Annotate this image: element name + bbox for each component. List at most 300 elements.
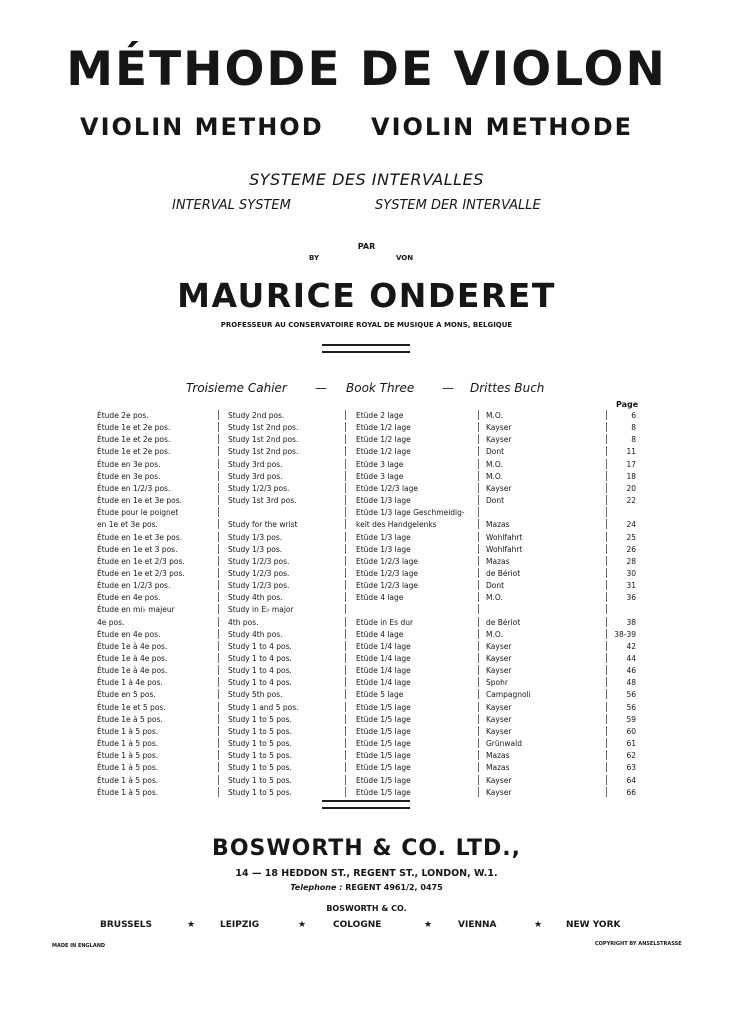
toc-french-title: Étude 1e et 2e pos. (97, 423, 171, 433)
toc-row (0, 544, 733, 556)
column-rule (478, 410, 479, 420)
toc-composer: Kayser (486, 435, 512, 445)
column-rule (478, 434, 479, 444)
toc-german-title: Etüde 1/3 lage (356, 544, 411, 554)
toc-french-title: Étude en 1e et 3 pos. (97, 544, 178, 554)
toc-german-title: Etüde 1/5 lage (356, 739, 411, 749)
column-rule (606, 641, 607, 651)
column-rule (606, 580, 607, 590)
divider-bottom-2 (322, 807, 410, 809)
column-rule (345, 495, 346, 505)
column-rule (218, 665, 219, 675)
column-rule (478, 641, 479, 651)
toc-composer: M.O. (486, 411, 503, 420)
toc-row (0, 641, 733, 653)
column-rule (218, 471, 219, 481)
toc-english-title: Study 1/2/3 pos. (228, 568, 290, 578)
toc-english-title: Study 1/2/3 pos. (228, 556, 290, 566)
toc-french-title: Étude 1 à 5 pos. (97, 763, 159, 773)
toc-german-title: Etüde 1/4 lage (356, 641, 411, 651)
toc-french-title: Étude en 1e et 2/3 pos. (97, 556, 185, 566)
column-rule (218, 556, 219, 566)
toc-french-title: Étude en 1e et 3e pos. (97, 496, 183, 506)
toc-row (0, 580, 733, 592)
column-rule (478, 495, 479, 505)
toc-german-title: Etüde 4 lage (356, 629, 404, 639)
toc-composer: Kayser (486, 666, 512, 676)
toc-english-title: Study 1 to 5 pos. (228, 751, 292, 761)
column-rule (218, 750, 219, 760)
column-rule (478, 446, 479, 456)
column-rule (345, 507, 346, 517)
toc-composer: Kayser (486, 641, 512, 651)
toc-english-title: Study 1 to 5 pos. (228, 714, 292, 724)
publisher-short: BOSWORTH & CO. (326, 904, 407, 913)
page-column-header: Page (616, 400, 639, 409)
toc-composer: Mazas (486, 751, 510, 761)
column-rule (345, 750, 346, 760)
toc-row (0, 665, 733, 677)
toc-page-number: 42 (626, 641, 636, 651)
city-list (0, 919, 733, 933)
toc-german-title: Etüde 1/4 lage (356, 666, 411, 676)
book-line-separator: — (442, 381, 454, 395)
column-rule (345, 471, 346, 481)
telephone-value: REGENT 4961/2, 0475 (345, 883, 443, 892)
toc-composer: Wohlfahrt (486, 532, 523, 542)
von-label: VON (396, 254, 414, 262)
system-french: SYSTEME DES INTERVALLES (249, 170, 484, 189)
toc-composer: de Bériot (486, 568, 521, 578)
toc-french-title: Étude 1 à 4e pos. (97, 678, 163, 688)
column-rule (218, 726, 219, 736)
toc-composer: Dont (486, 447, 505, 457)
toc-german-title: Etüde 1/4 lage (356, 678, 411, 688)
toc-page-number: 61 (626, 739, 636, 749)
toc-english-title: Study 1st 2nd pos. (228, 447, 299, 457)
column-rule (345, 677, 346, 687)
column-rule (345, 775, 346, 785)
toc-german-title: Etüde 4 lage (356, 593, 404, 603)
column-rule (478, 775, 479, 785)
toc-row (0, 604, 733, 616)
toc-composer: Mazas (486, 556, 510, 566)
toc-english-title: Study 3rd pos. (228, 471, 283, 481)
column-rule (478, 617, 479, 627)
column-rule (218, 532, 219, 542)
toc-page-number: 26 (626, 544, 636, 554)
toc-row (0, 629, 733, 641)
column-rule (478, 556, 479, 566)
column-rule (606, 471, 607, 481)
column-rule (478, 422, 479, 432)
toc-page-number: 8 (631, 423, 636, 433)
column-rule (478, 750, 479, 760)
toc-english-title: Study 1 to 5 pos. (228, 763, 292, 773)
column-rule (218, 714, 219, 724)
column-rule (478, 519, 479, 529)
column-rule (606, 507, 607, 517)
toc-row (0, 507, 733, 519)
toc-row (0, 446, 733, 458)
column-rule (606, 617, 607, 627)
toc-english-title: Study 1/2/3 pos. (228, 581, 290, 591)
toc-page-number: 17 (626, 459, 636, 469)
column-rule (218, 507, 219, 517)
column-rule (345, 459, 346, 469)
toc-row (0, 762, 733, 774)
toc-composer: M.O. (486, 471, 503, 481)
toc-page-number: 44 (626, 654, 636, 663)
toc-french-title: Étude en mi♭ majeur (97, 605, 175, 615)
toc-row (0, 592, 733, 604)
toc-row (0, 495, 733, 507)
toc-german-title: Etüde 1/3 lage (356, 532, 411, 542)
toc-english-title: Study 1/3 pos. (228, 544, 283, 554)
column-rule (478, 726, 479, 736)
toc-composer: Kayser (486, 726, 512, 736)
column-rule (218, 787, 219, 797)
copyright-label: COPYRIGHT BY ANSELSTRASSE (595, 941, 682, 947)
column-rule (478, 459, 479, 469)
column-rule (478, 629, 479, 639)
toc-page-number: 64 (626, 775, 636, 785)
column-rule (218, 641, 219, 651)
toc-row (0, 738, 733, 750)
column-rule (218, 592, 219, 602)
toc-french-title: Étude en 1/2/3 pos. (97, 581, 171, 591)
star-icon: ★ (534, 920, 543, 930)
book-line-german: Drittes Buch (470, 381, 545, 395)
column-rule (478, 580, 479, 590)
toc-composer: Campagnoli (486, 690, 531, 700)
column-rule (478, 714, 479, 724)
column-rule (345, 592, 346, 602)
toc-composer: Kayser (486, 483, 512, 493)
toc-composer: Wohlfahrt (486, 544, 523, 554)
column-rule (478, 507, 479, 517)
toc-english-title: Study 1 to 5 pos. (228, 787, 292, 797)
divider-top-2 (322, 351, 410, 353)
column-rule (478, 787, 479, 797)
column-rule (345, 617, 346, 627)
toc-german-title: Etüde 1/3 lage Geschmeidig- (356, 508, 465, 518)
column-rule (606, 714, 607, 724)
column-rule (478, 702, 479, 712)
column-rule (218, 762, 219, 772)
toc-composer: Kayser (486, 714, 512, 724)
toc-german-title: Etüde 1/5 lage (356, 775, 411, 785)
column-rule (345, 410, 346, 420)
toc-page-number: 56 (626, 690, 636, 700)
column-rule (218, 446, 219, 456)
toc-french-title: Étude en 3e pos. (97, 459, 161, 469)
toc-row (0, 532, 733, 544)
toc-german-title: Etüde 1/2/3 lage (356, 568, 418, 578)
toc-row (0, 471, 733, 483)
column-rule (345, 580, 346, 590)
column-rule (345, 434, 346, 444)
toc-french-title: Étude en 4e pos. (97, 629, 161, 639)
toc-french-title: Étude 1e à 4e pos. (97, 641, 168, 651)
toc-page-number: 56 (626, 702, 636, 712)
column-rule (606, 483, 607, 493)
toc-composer: Kayser (486, 775, 512, 785)
toc-page-number: 31 (626, 581, 636, 591)
made-in-label: MADE IN ENGLAND (52, 943, 106, 949)
toc-english-title: Study 1/2/3 pos. (228, 483, 290, 493)
toc-french-title: Étude en 1e et 2/3 pos. (97, 568, 185, 578)
toc-german-title: Etüde in Es dur (356, 617, 414, 627)
column-rule (218, 629, 219, 639)
toc-row (0, 568, 733, 580)
column-rule (606, 568, 607, 578)
telephone-label: Telephone : (290, 883, 343, 892)
toc-page-number: 66 (626, 787, 636, 797)
column-rule (218, 689, 219, 699)
toc-german-title: Etüde 1/5 lage (356, 751, 411, 761)
toc-german-title: Etüde 3 lage (356, 471, 404, 481)
column-rule (606, 446, 607, 456)
toc-german-title: Etüde 1/5 lage (356, 787, 411, 797)
toc-english-title: Study 1 and 5 pos. (228, 702, 299, 712)
column-rule (478, 544, 479, 554)
toc-composer: M.O. (486, 459, 503, 469)
column-rule (218, 738, 219, 748)
toc-english-title: Study 1st 2nd pos. (228, 435, 299, 445)
toc-english-title: Study 1 to 5 pos. (228, 775, 292, 785)
column-rule (345, 556, 346, 566)
toc-french-title: Étude en 1/2/3 pos. (97, 483, 171, 493)
toc-page-number: 25 (626, 532, 636, 542)
column-rule (345, 519, 346, 529)
toc-german-title: Etüde 1/5 lage (356, 702, 411, 712)
column-rule (218, 775, 219, 785)
book-line-french: Troisieme Cahier (186, 381, 287, 395)
column-rule (606, 750, 607, 760)
column-rule (218, 434, 219, 444)
toc-german-title: Etüde 1/4 lage (356, 654, 411, 663)
toc-english-title: Study 1 to 4 pos. (228, 641, 292, 651)
toc-french-title: Étude 1e et 2e pos. (97, 447, 171, 457)
toc-page-number: 62 (626, 751, 636, 761)
toc-composer: Kayser (486, 423, 512, 433)
toc-french-title: en 1e et 3e pos. (97, 520, 158, 530)
toc-page-number: 63 (626, 763, 636, 773)
toc-composer: Mazas (486, 520, 510, 530)
toc-german-title: Etüde 1/5 lage (356, 714, 411, 724)
toc-french-title: Étude pour le poignet (97, 508, 179, 518)
column-rule (345, 568, 346, 578)
city-leipzig: LEIPZIG (220, 920, 260, 930)
star-icon: ★ (298, 920, 307, 930)
column-rule (218, 495, 219, 505)
column-rule (478, 653, 479, 663)
column-rule (218, 702, 219, 712)
toc-english-title: Study 3rd pos. (228, 459, 283, 469)
column-rule (345, 762, 346, 772)
book-line (0, 379, 733, 399)
column-rule (606, 653, 607, 663)
toc-composer: Spohr (486, 678, 508, 688)
toc-english-title: Study 1 to 5 pos. (228, 739, 292, 749)
column-rule (606, 495, 607, 505)
toc-page-number: 20 (626, 483, 636, 493)
toc-english-title: Study 1st 3rd pos. (228, 496, 297, 506)
toc-page-number: 11 (626, 447, 636, 457)
subtitle-german: VIOLIN METHODE (371, 113, 634, 141)
column-rule (345, 483, 346, 493)
toc-french-title: 4e pos. (97, 617, 125, 627)
toc-page-number: 36 (626, 593, 636, 603)
page-title: MÉTHODE DE VIOLON (66, 42, 667, 97)
column-rule (218, 519, 219, 529)
toc-english-title: Study 5th pos. (228, 690, 283, 700)
city-cologne: COLOGNE (333, 920, 382, 930)
toc-french-title: Étude en 3e pos. (97, 471, 161, 481)
column-rule (345, 446, 346, 456)
toc-row (0, 677, 733, 689)
toc-composer: de Bériot (486, 617, 521, 627)
column-rule (218, 617, 219, 627)
toc-french-title: Étude 1 à 5 pos. (97, 739, 159, 749)
column-rule (478, 677, 479, 687)
toc-row (0, 750, 733, 762)
publisher-telephone (0, 882, 733, 893)
column-rule (478, 483, 479, 493)
toc-german-title: Etüde 5 lage (356, 690, 404, 700)
column-rule (478, 471, 479, 481)
column-rule (606, 702, 607, 712)
toc-english-title: Study 1st 2nd pos. (228, 423, 299, 433)
toc-french-title: Étude en 4e pos. (97, 593, 161, 603)
toc-page-number: 8 (631, 435, 636, 445)
city-brussels: BRUSSELS (100, 920, 153, 930)
toc-german-title: Etüde 3 lage (356, 459, 404, 469)
column-rule (478, 762, 479, 772)
column-rule (345, 422, 346, 432)
toc-german-title: Etüde 1/5 lage (356, 763, 411, 773)
column-rule (606, 665, 607, 675)
toc-row (0, 689, 733, 701)
toc-row (0, 775, 733, 787)
author-name: MAURICE ONDERET (177, 276, 556, 315)
column-rule (478, 604, 479, 614)
toc-row (0, 434, 733, 446)
column-rule (606, 544, 607, 554)
toc-english-title: Study 1 to 4 pos. (228, 654, 292, 663)
column-rule (218, 422, 219, 432)
toc-page-number: 46 (626, 666, 636, 676)
column-rule (606, 604, 607, 614)
toc-composer: Kayser (486, 702, 512, 712)
column-rule (345, 689, 346, 699)
column-rule (478, 665, 479, 675)
column-rule (606, 422, 607, 432)
toc-row (0, 714, 733, 726)
column-rule (606, 738, 607, 748)
divider-top-1 (322, 344, 410, 346)
column-rule (345, 544, 346, 554)
column-rule (606, 532, 607, 542)
city-vienna: VIENNA (458, 920, 497, 930)
toc-english-title: 4th pos. (228, 617, 259, 627)
toc-composer: Dont (486, 581, 505, 591)
toc-row (0, 653, 733, 665)
toc-page-number: 22 (626, 496, 636, 506)
column-rule (478, 738, 479, 748)
column-rule (478, 689, 479, 699)
toc-french-title: Étude 1 à 5 pos. (97, 787, 159, 797)
toc-english-title: Study 1 to 5 pos. (228, 726, 292, 736)
book-line-separator: — (315, 381, 327, 395)
toc-french-title: Étude 1 à 5 pos. (97, 726, 159, 736)
column-rule (606, 762, 607, 772)
toc-german-title: Etüde 1/2 lage (356, 435, 411, 445)
toc-english-title: Study in E♭ major (228, 605, 294, 615)
column-rule (218, 483, 219, 493)
column-rule (345, 738, 346, 748)
toc-french-title: Étude 1e et 2e pos. (97, 435, 171, 445)
column-rule (218, 410, 219, 420)
toc-composer: M.O. (486, 629, 503, 639)
column-rule (606, 434, 607, 444)
publisher-address: 14 — 18 HEDDON ST., REGENT ST., LONDON, W.1. (235, 868, 498, 879)
toc-german-title: Etüde 1/2/3 lage (356, 556, 418, 566)
toc-german-title: Etüde 1/5 lage (356, 726, 411, 736)
toc-page-number: 59 (626, 714, 636, 724)
toc-english-title: Study 1 to 4 pos. (228, 666, 292, 676)
toc-row (0, 459, 733, 471)
toc-page-number: 38-39 (614, 629, 636, 639)
divider-bottom-1 (322, 800, 410, 802)
column-rule (218, 580, 219, 590)
toc-french-title: Étude 1e à 4e pos. (97, 666, 168, 676)
toc-page-number: 18 (626, 471, 636, 481)
column-rule (218, 459, 219, 469)
author-credentials: PROFESSEUR AU CONSERVATOIRE ROYAL DE MUSIQUE A MONS, BELGIQUE (220, 321, 513, 329)
column-rule (606, 787, 607, 797)
toc-page-number: 38 (626, 617, 636, 627)
toc-page-number: 60 (626, 726, 636, 736)
toc-french-title: Étude 2e pos. (97, 411, 149, 420)
city-new-york: NEW YORK (566, 920, 621, 930)
toc-french-title: Étude 1e et 5 pos. (97, 702, 166, 712)
column-rule (218, 677, 219, 687)
column-rule (345, 653, 346, 663)
column-rule (478, 532, 479, 542)
toc-english-title: Study 1/3 pos. (228, 532, 283, 542)
column-rule (606, 459, 607, 469)
column-rule (606, 410, 607, 420)
toc-row (0, 556, 733, 568)
toc-row (0, 702, 733, 714)
toc-french-title: Étude 1e à 4e pos. (97, 654, 168, 663)
system-english: INTERVAL SYSTEM (172, 198, 291, 213)
toc-row (0, 519, 733, 531)
toc-composer: Grünwald (486, 739, 522, 749)
column-rule (345, 665, 346, 675)
column-rule (606, 556, 607, 566)
toc-row (0, 410, 733, 422)
toc-english-title: Study 4th pos. (228, 593, 283, 603)
toc-german-title: Etüde 1/2 lage (356, 423, 411, 433)
column-rule (218, 653, 219, 663)
column-rule (218, 568, 219, 578)
toc-page-number: 6 (631, 411, 636, 420)
column-rule (606, 689, 607, 699)
toc-french-title: Étude 1e à 5 pos. (97, 714, 163, 724)
